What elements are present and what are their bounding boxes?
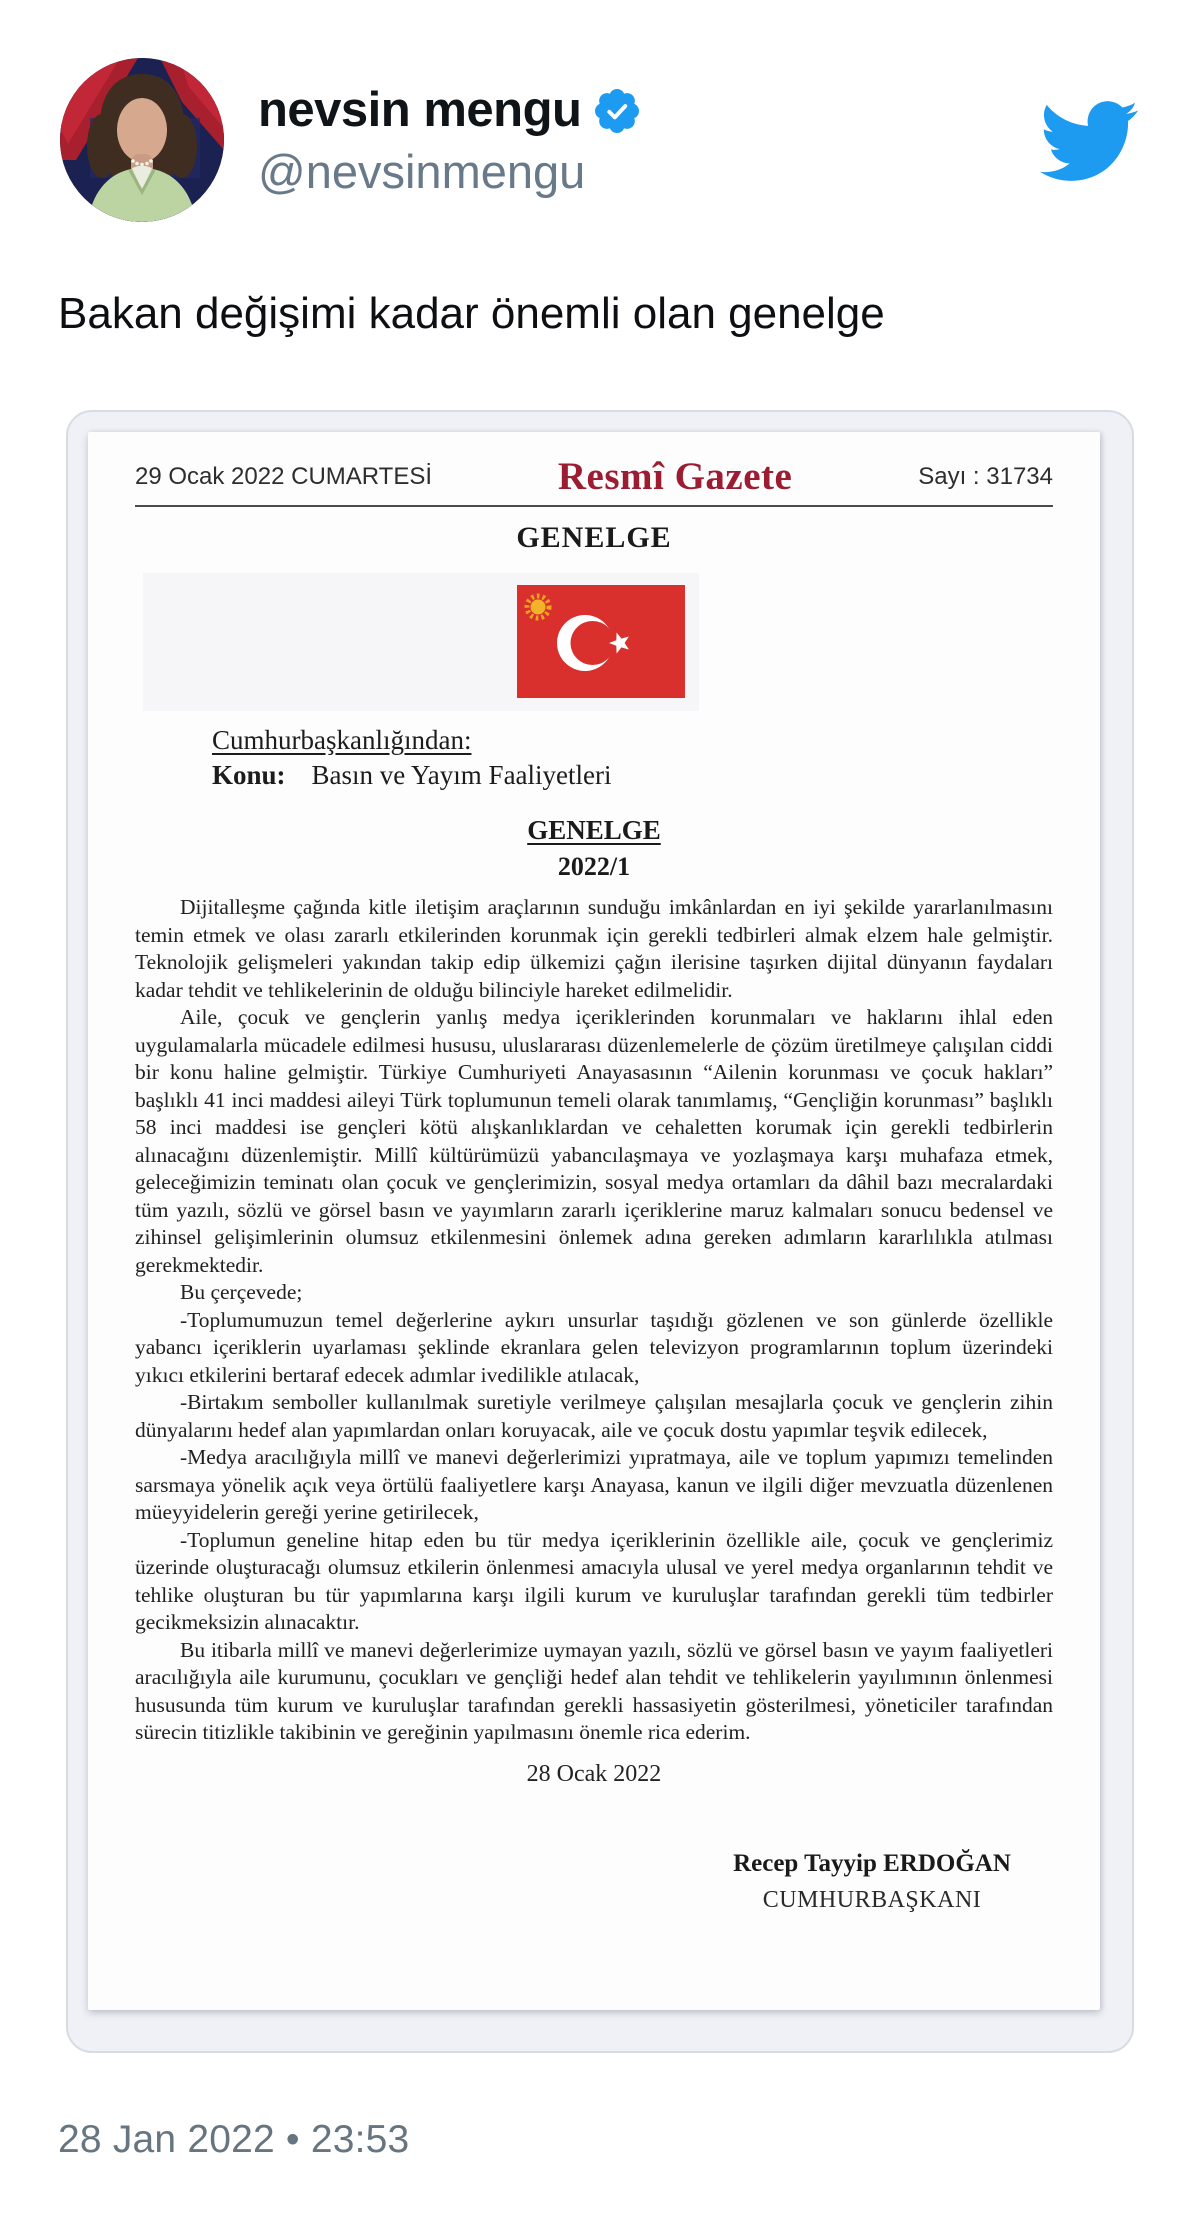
issuing-authority: Cumhurbaşkanlığından: (212, 725, 472, 755)
gazette-title: Resmî Gazete (557, 455, 793, 498)
display-name[interactable] (258, 84, 639, 138)
subject-label: Konu: (212, 760, 286, 790)
document-paragraph: -Medya aracılığıyla millî ve manevi değerlerimizi yıpratmaya, aile ve toplum yapımızı temelinden sarsmaya yönelik açık veya örtülü faaliyetlere karşı Anayasa, kanun ve ilgili diğer mevzuatla düzenlenen müeyyidelerin gereği yerine getirilecek, (135, 1445, 1053, 1524)
turkish-flag-image (517, 585, 685, 698)
document-paragraph: -Toplumun geneline hitap eden bu tür medya içeriklerinin özellikle aile, çocuk ve gençlerimiz üzerinde oluşturacağı olumsuz etkilerin önlenmesi amacıyla ulusal ve yerel medya organlarının tehdit ve tehlike oluşturan bu tür yapımlarına karşı ilgili kurum ve kuruluşlar tarafından gerekli tüm tedbirler gecikmeksizin alınacaktır. (135, 1527, 1053, 1634)
circular-number: 2022/1 (557, 852, 631, 881)
document-paragraph: Bu çerçevede; (180, 1280, 303, 1304)
avatar[interactable] (60, 58, 224, 222)
document-paragraph: -Toplumumuzun temel değerlerine aykırı unsurlar taşıdığı gözlenen ve son günlerde özellikle yabancı içeriklerin uyarlaması şeklinde ekranlara gelen televizyon programlarının toplum üzerindeki yıkıcı etkilerini bertaraf edecek adımlar ivedilikle atılacak, (135, 1307, 1053, 1387)
document-paragraph: Bu itibarla millî ve manevi değerlerimize uymayan yazılı, sözlü ve görsel basın ve yayım faaliyetleri aracılığıyla aile kurumunu, çocukları ve gençliği hedef alan tehdit ve tehlikelerin yayılımının önlenmesi hususunda tüm kurum ve kuruluşlar tarafından gerekli hassasiyetin gösterilmesi, yöneticiler tarafından sürecin titizlikle takibinin ve gereğinin yapılmasını önemle rica ederim. (135, 1637, 1053, 1744)
tweet-media-card[interactable] (66, 410, 1134, 2053)
user-handle[interactable]: @nevsinmengu (258, 144, 586, 198)
document-paragraph: Dijitalleşme çağında kitle iletişim araçlarının sunduğu imkânlardan en iyi şekilde yararlanılmasını temin etmek ve olası zararlı etkilerinden korunmak için gerekli tedbirleri almak elzem hale gelmiştir. Teknolojik gelişmeleri yakından takip edip ülkemizi çağın ilerisine taşırken dijital dünyanın faydaları kadar tehdit ve tehlikelerinin de olduğu bilinciyle hareket edilmelidir. (135, 895, 1053, 1002)
subject-line (212, 760, 1053, 791)
masthead-divider (135, 505, 1053, 507)
display-name-text: nevsin mengu (258, 83, 582, 137)
gazette-issue-number: Sayı : 31734 (918, 462, 1053, 490)
document-body (135, 894, 1053, 1747)
subject-value: Basın ve Yayım Faaliyetleri (311, 760, 612, 790)
tweet-timestamp: 28 Jan 2022 • 23:53 (58, 2118, 410, 2161)
gazette-page (88, 432, 1100, 2010)
user-name-block (258, 84, 639, 198)
gazette-section-title: GENELGE (516, 521, 672, 554)
signed-date: 28 Ocak 2022 (526, 1760, 662, 1787)
signature-block (687, 1850, 1057, 1914)
document-paragraph: Aile, çocuk ve gençlerin yanlış medya içeriklerinden korunmaları ve haklarını ihlal eden uygulamalarla mücadele edilmesi hususu, uluslararası düzenlemelerle de çözüm üretilmeye çalışılan ciddi bir konu haline gelmiştir. Türkiye Cumhuriyeti Anayasasının “Ailenin korunması ve çocuk hakları” başlıklı 41 inci maddesi aileyi Türk toplumunun temeli olarak tanımlamış, “Gençliğin korunması” başlıklı 58 inci maddesi ise gençleri kötü alışkanlıklardan ve cehaletten korumak için gerekli tedbirlerin alınacağını düzenlemiştir. Millî kültürümüzü yabancılaşmaya ve yozlaşmaya karşı muhafaza etmek, geleceğimizin teminatı olan çocuk ve gençlerimizin, sosyal medya ortamları da dâhil bazı mecralardaki tüm yazılı, sözlü ve görsel basın ve yayımların zararlı içeriklerine maruz kalmaları sonucu bedensel ve zihinsel gelişimlerinin olumsuz etkilenmesini önlemek adına gereken adımların kararlılıkla atılması gerekmektedir. (135, 1005, 1053, 1277)
tweet-text: Bakan değişimi kadar önemli olan genelge (58, 289, 885, 338)
signatory-name: Recep Tayyip ERDOĞAN (733, 1849, 1011, 1877)
signatory-title: CUMHURBAŞKANI (762, 1886, 982, 1913)
document-paragraph: -Birtakım semboller kullanılmak suretiyle verilmeye çalışılan mesajlarla çocuk ve gençlerin zihin dünyalarını hedef alan yapımlardan onları koruyacak, aile ve çocuk dostu yapımlar teşvik edilecek, (135, 1390, 1053, 1442)
circular-title: GENELGE (527, 815, 661, 845)
twitter-logo-icon[interactable] (1040, 92, 1138, 190)
gazette-masthead-row (135, 454, 1053, 499)
avatar-illustration (60, 58, 224, 222)
verified-badge-icon (595, 89, 639, 133)
gazette-date: 29 Ocak 2022 CUMARTESİ (135, 462, 433, 490)
flag-area (135, 575, 1053, 715)
